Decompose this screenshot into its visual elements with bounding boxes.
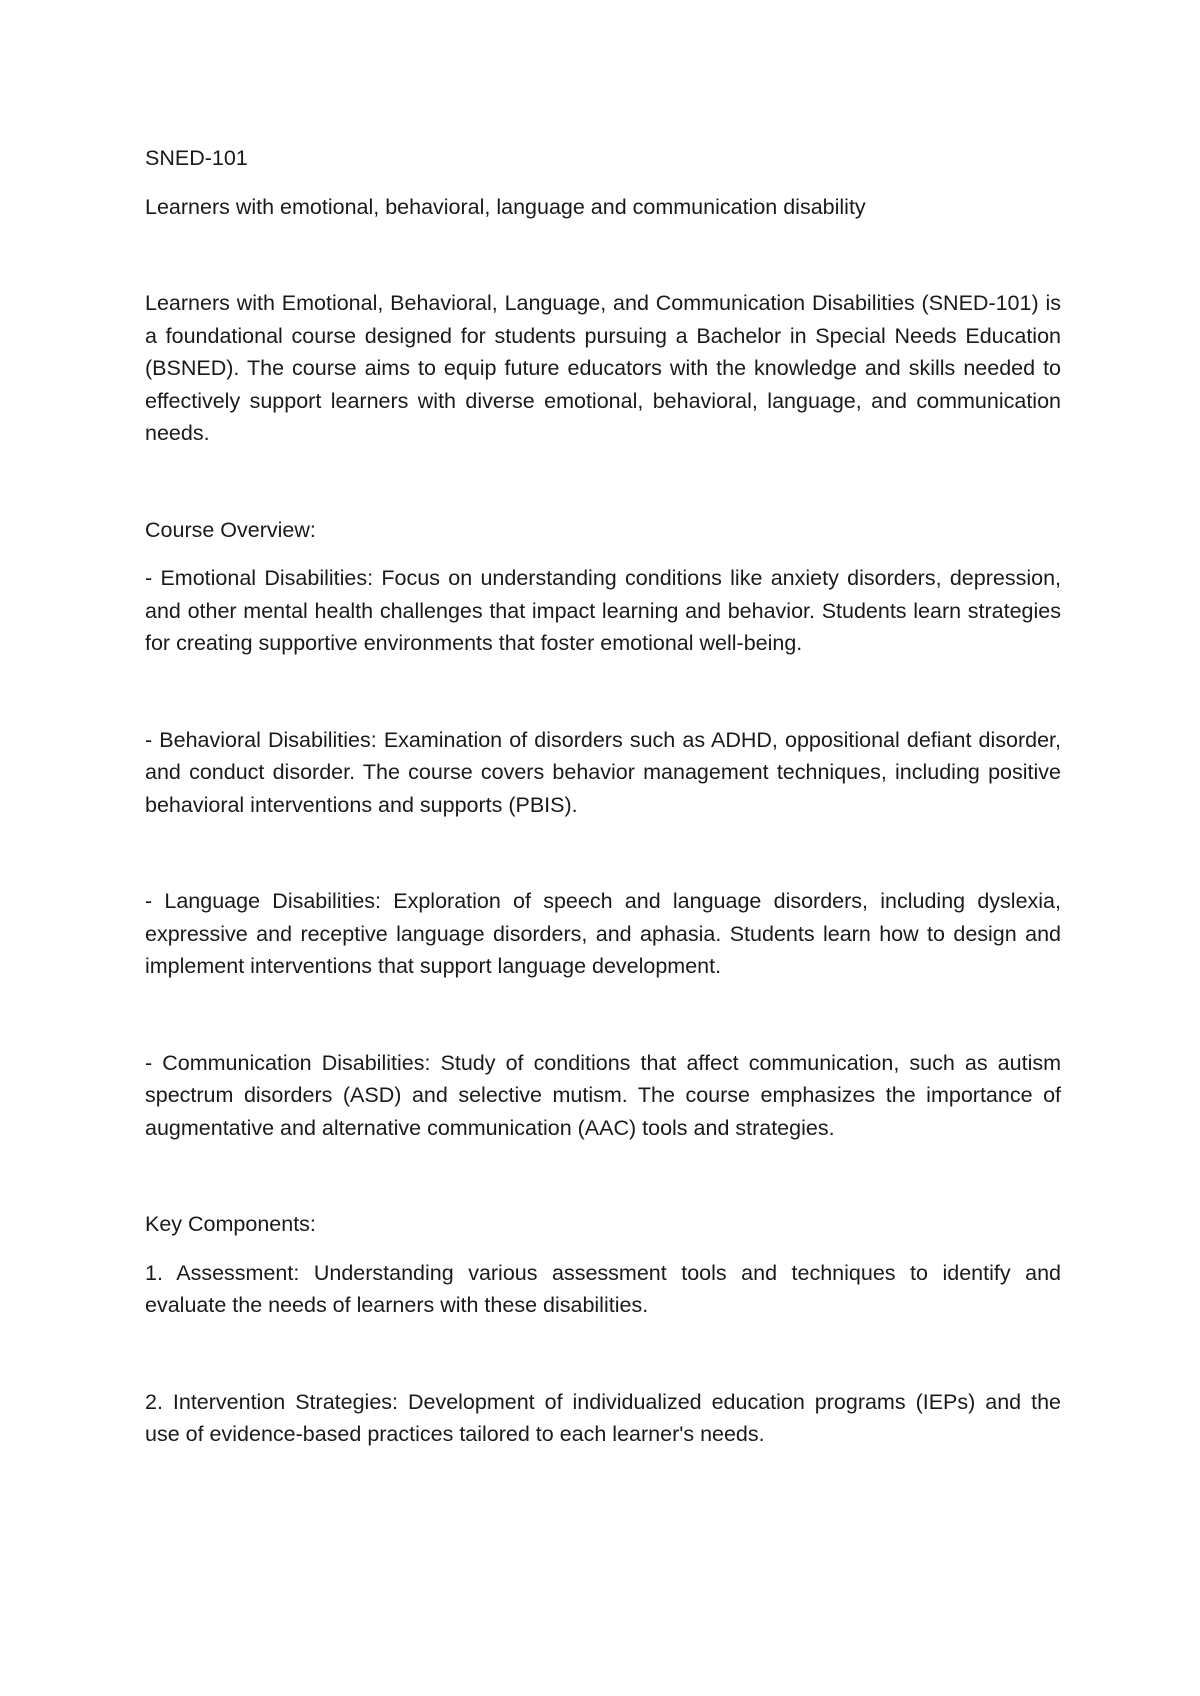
course-overview-heading: Course Overview: — [145, 517, 316, 542]
overview-item-behavioral: - Behavioral Disabilities: Examination of disorders such as ADHD, oppositional defiant disorder, and conduct disorder. The course covers behavior management techniques, including positive behavioral interventions and supports (PBIS). — [145, 727, 1061, 817]
key-components-heading: Key Components: — [145, 1212, 316, 1236]
document-body — [145, 142, 1061, 1451]
overview-item-emotional: - Emotional Disabilities: Focus on understanding conditions like anxiety disorders, depression, and other mental health challenges that impact learning and behavior. Students learn strategies for creating supportive environments that foster emotional well-being. — [145, 566, 1061, 655]
overview-item-communication: - Communication Disabilities: Study of conditions that affect communication, such as autism spectrum disorders (ASD) and selective mutism. The course emphasizes the importance of augmentative and alternative communication (AAC) tools and strategies. — [145, 1050, 1061, 1140]
course-code: SNED-101 — [145, 146, 248, 170]
overview-item-language: - Language Disabilities: Exploration of speech and language disorders, including dyslexia, expressive and receptive language disorders, and aphasia. Students learn how to design and implement interventions that support language development. — [145, 889, 1061, 978]
key-component-intervention: 2. Intervention Strategies: Development of individualized education programs (IEPs) and the use of evidence-based practices tailored to each learner's needs. — [145, 1389, 1061, 1446]
course-title: Learners with emotional, behavioral, language and communication disability — [145, 194, 866, 219]
key-component-assessment: 1. Assessment: Understanding various assessment tools and techniques to identify and evaluate the needs of learners with these disabilities. — [145, 1260, 1061, 1317]
intro-paragraph: Learners with Emotional, Behavioral, Language, and Communication Disabilities (SNED-101) is a foundational course designed for students pursuing a Bachelor in Special Needs Education (BSNED). The course aims to equip future educators with the knowledge and skills needed to effectively support learners with diverse emotional, behavioral, language, and communication needs. — [145, 291, 1061, 445]
